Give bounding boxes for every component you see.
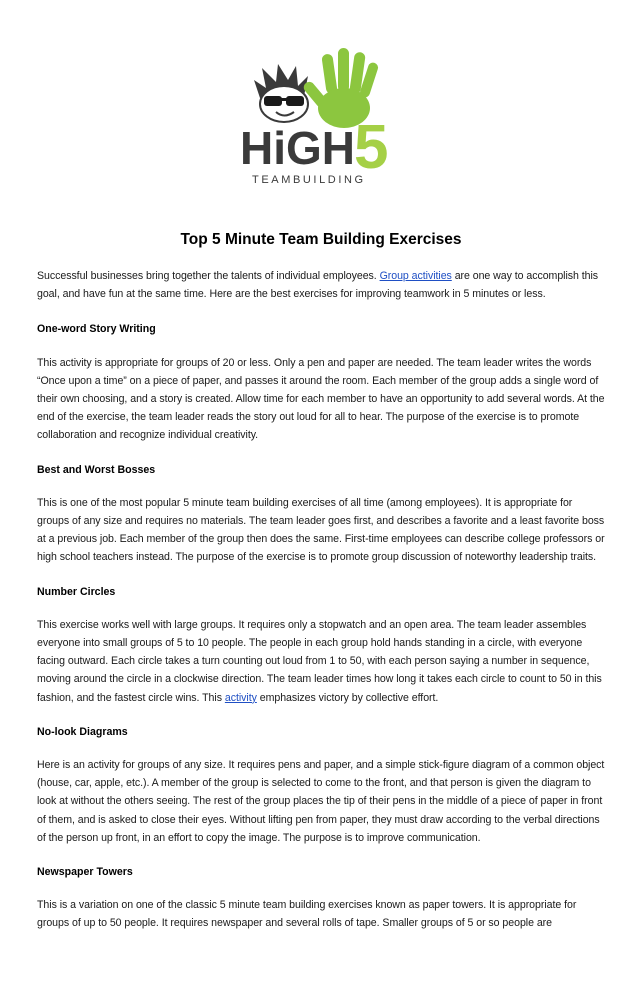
svg-text:TEAMBUILDING: TEAMBUILDING bbox=[252, 174, 366, 186]
section-body-no-look-diagrams: Here is an activity for groups of any size. It requires pens and paper, and a simple stick-figure diagram of a common object (house, car, apple, etc.). A member of the group is selected to come to the front, and that person is given the diagram to look at without the others seeing. The rest of the group places the tip of their pens in the middle of a piece of paper in front of them, and is asked to close their eyes. Without lifting pen from paper, they must draw according to the verbal directions of the person up front, in an effort to copy the image. The purpose is to improve communication. bbox=[37, 759, 605, 844]
section-heading-one-word-story: One-word Story Writing bbox=[37, 323, 156, 336]
number-circles-text-before: This exercise works well with large groups. It requires only a stopwatch and an open area. The team leader assembles everyone into small groups of 5 to 10 people. The people in each group hold hands standing in a circle, with everyone facing outward. Each circle takes a turn counting out loud from 1 to 50, with each person saying a number in sequence, moving around the circle in a clockwise direction. The team leader times how long it takes each circle to count to 50 in this fashion, and the fastest circle wins. This bbox=[37, 618, 602, 704]
svg-text:5: 5 bbox=[354, 113, 389, 182]
high5-logo bbox=[232, 36, 408, 188]
section-heading-no-look-diagrams: No-look Diagrams bbox=[37, 725, 128, 738]
svg-text:HiGH: HiGH bbox=[240, 122, 355, 174]
page-title: Top 5 Minute Team Building Exercises bbox=[180, 231, 462, 248]
intro-text-before: Successful businesses bring together the talents of individual employees. bbox=[37, 270, 380, 282]
group-activities-link[interactable]: Group activities bbox=[379, 270, 452, 282]
intro-paragraph bbox=[37, 267, 605, 303]
activity-link[interactable]: activity bbox=[224, 691, 257, 704]
section-body-best-worst-bosses: This is one of the most popular 5 minute team building exercises of all time (among employees). It is appropriate for groups of any size and requires no materials. The team leader goes first, and describes a favorite and a least favorite boss at a previous job. Each member of the group then does the same. First-time employees can describe college professors or high school teachers instead. The purpose of the exercise is to promote group discussion of noteworthy leadership traits. bbox=[37, 496, 605, 564]
intro-text-after: are one way to accomplish this goal, and have fun at the same time. Here are the best exercises for improving teamwork in 5 minutes or less. bbox=[37, 270, 599, 301]
section-heading-best-worst-bosses: Best and Worst Bosses bbox=[37, 463, 156, 476]
section-body-number-circles bbox=[37, 616, 605, 707]
section-body-newspaper-towers: This is a variation on one of the classic 5 minute team building exercises known as paper towers. It is appropriate for groups of up to 50 people. It requires newspaper and several rolls of tape. Smaller groups of 5 or so people are bbox=[37, 899, 577, 930]
article bbox=[37, 231, 605, 949]
number-circles-text-after: emphasizes victory by collective effort. bbox=[256, 691, 439, 704]
section-heading-number-circles: Number Circles bbox=[37, 585, 116, 598]
section-heading-newspaper-towers: Newspaper Towers bbox=[37, 866, 133, 879]
high5-logo-graphic bbox=[232, 36, 408, 188]
section-body-one-word-story: This activity is appropriate for groups of 20 or less. Only a pen and paper are needed. The team leader writes the words “Once upon a time” on a piece of paper, and passes it around the room. Each member of the group adds a single word of their own choosing, and a story is created. Allow time for each member to have an opportunity to add several words. At the end of the exercise, the team leader reads the story out loud for all to hear. The purpose of the exercise is to promote collaboration and recognize individual creativity. bbox=[37, 356, 605, 442]
